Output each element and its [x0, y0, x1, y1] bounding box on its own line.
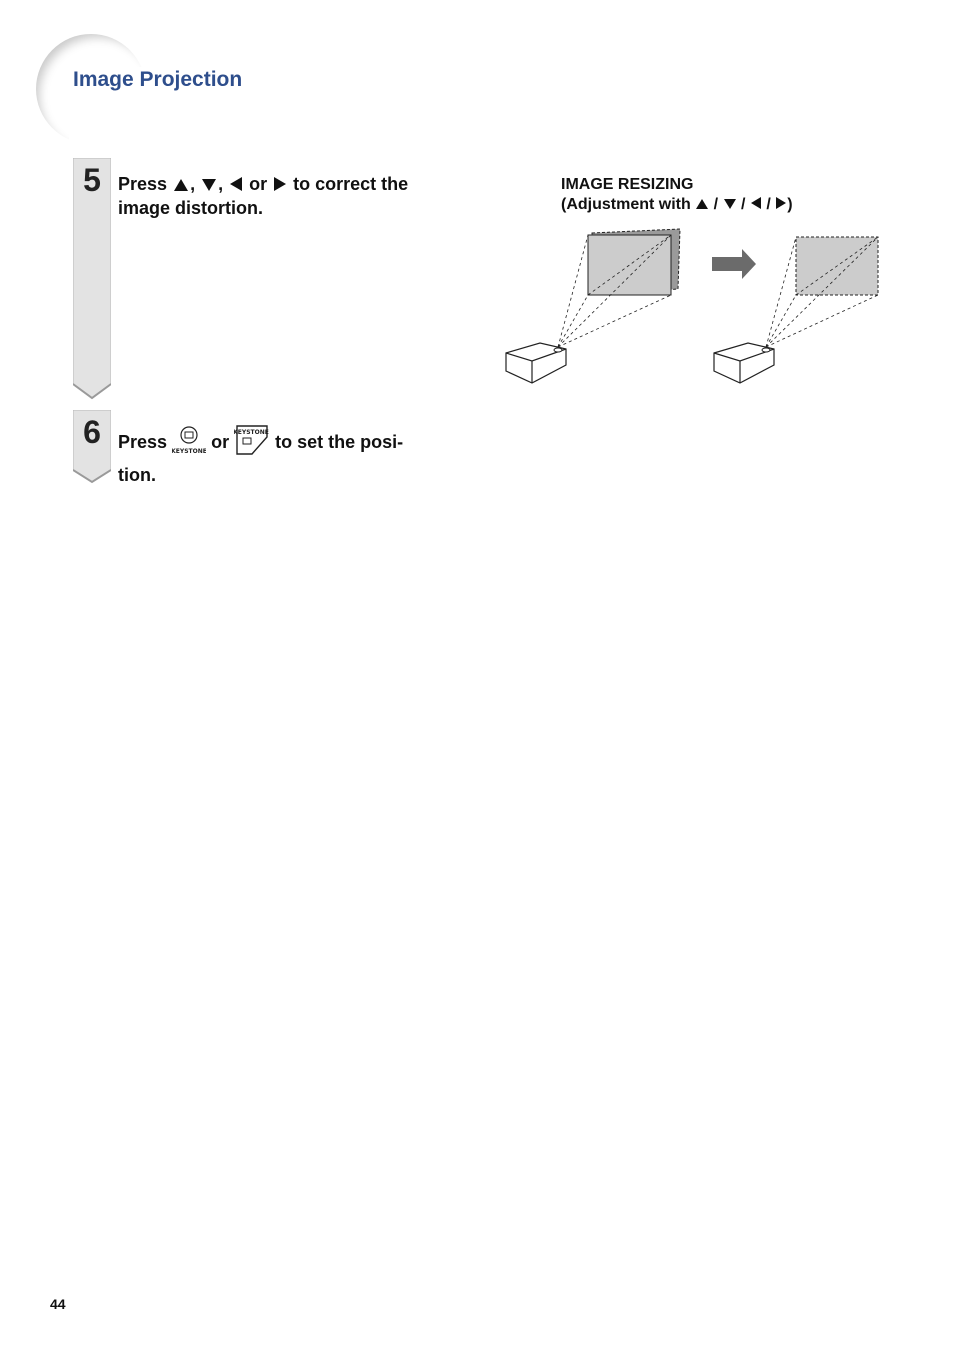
keystone-remote-button-icon — [172, 424, 206, 462]
before-projection-illustration — [506, 229, 680, 383]
page-section-title: Image Projection — [73, 68, 243, 91]
diagram-title-prefix: (Adjustment with — [561, 196, 691, 213]
page-number: 44 — [50, 1296, 66, 1312]
up-arrow-icon — [173, 178, 189, 192]
step-or-word: or — [249, 174, 268, 194]
diagram-title-line1: IMAGE RESIZING — [561, 176, 694, 193]
step-press-word: Press — [118, 431, 168, 452]
step-press-word: Press — [118, 174, 168, 194]
diagram-caption — [561, 175, 793, 215]
image-resizing-diagram — [500, 225, 890, 395]
projector-icon — [714, 343, 774, 383]
step-number: 5 — [83, 162, 101, 198]
step-number: 6 — [83, 414, 101, 450]
separator: / — [741, 196, 746, 213]
step-6-instruction — [118, 423, 424, 487]
step-rest-text: to correct the image distortion. — [118, 174, 409, 218]
diagram-title-suffix: ) — [787, 196, 793, 213]
left-arrow-icon — [750, 196, 762, 210]
keystone-large-label: KEYSTONE — [234, 429, 269, 436]
right-arrow-icon — [273, 176, 287, 192]
transition-arrow-icon — [712, 249, 756, 279]
separator: / — [766, 196, 771, 213]
keystone-small-label: KEYSTONE — [172, 448, 207, 455]
step-6-tab — [73, 410, 111, 486]
right-arrow-icon — [775, 196, 787, 210]
separator: / — [713, 196, 719, 213]
step-5-tab — [73, 158, 111, 402]
step-rest-text: to set the posi-tion. — [118, 431, 404, 485]
down-arrow-icon — [201, 178, 217, 192]
step-or-word: or — [211, 431, 230, 452]
projector-icon — [506, 343, 566, 383]
step-5-instruction: Press , , or to correct the image distortion. — [118, 174, 409, 218]
left-arrow-icon — [229, 176, 243, 192]
down-arrow-icon — [723, 198, 737, 210]
up-arrow-icon — [695, 198, 709, 210]
keystone-projector-button-icon — [234, 423, 270, 463]
